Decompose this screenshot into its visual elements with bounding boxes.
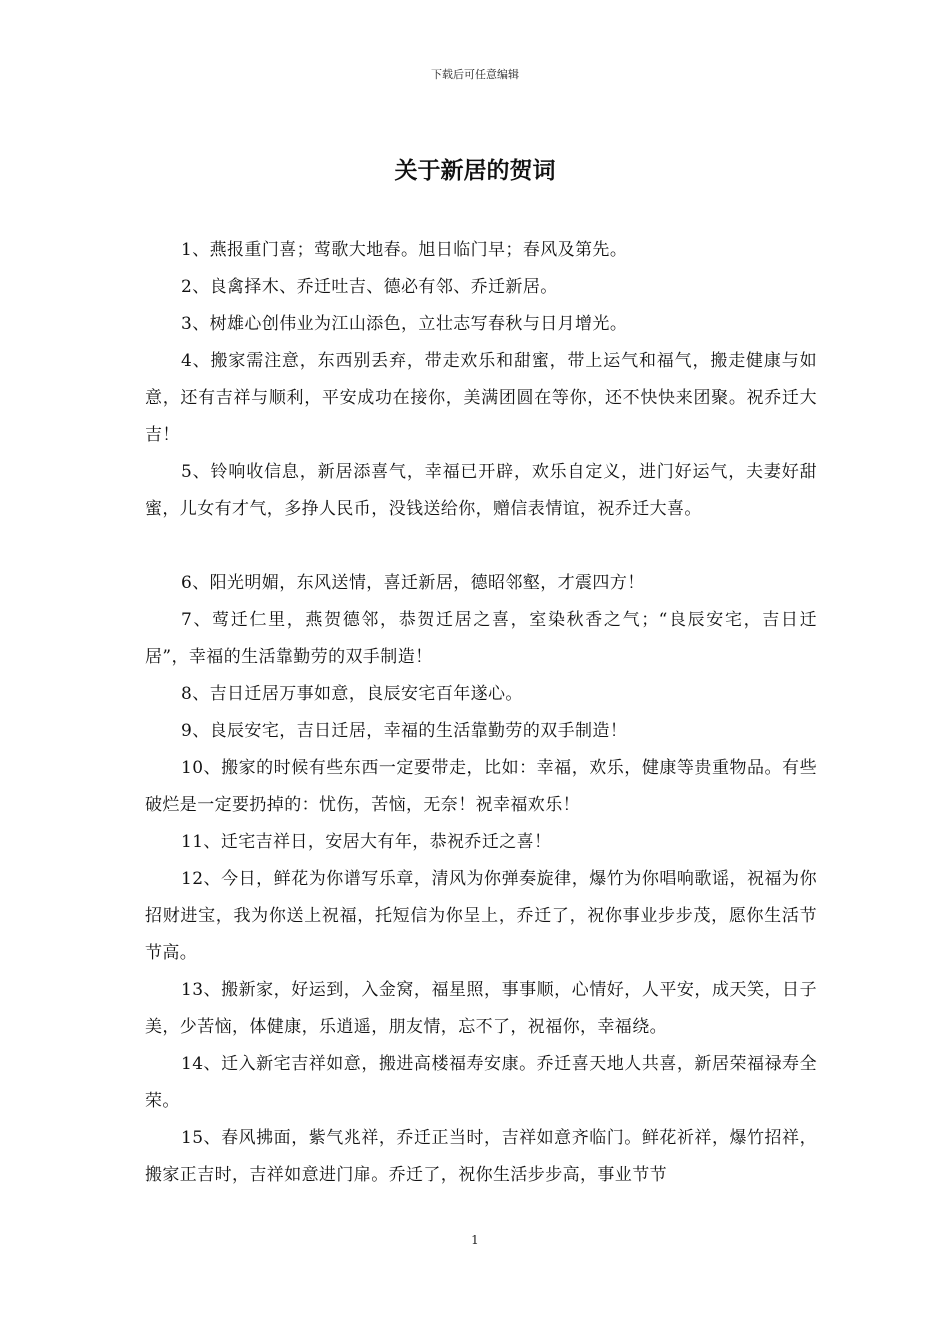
paragraph-2: 2、良禽择木、乔迁吐吉、德必有邻、乔迁新居。	[181, 277, 558, 297]
document-body	[145, 232, 817, 1194]
page-number: 1	[471, 1233, 479, 1247]
paragraph-1: 1、燕报重门喜；莺歌大地春。旭日临门早；春风及第先。	[181, 240, 628, 260]
paragraph-9: 9、良辰安宅，吉日迁居，幸福的生活靠勤劳的双手制造！	[181, 721, 628, 741]
paragraph-7: 7、莺迁仁里，燕贺德邻，恭贺迁居之喜，室染秋香之气；“良辰安宅，吉日迁居”，幸福的生活靠勤劳的双手制造！	[145, 610, 817, 667]
header-note: 下载后可任意编辑	[431, 68, 519, 81]
document-title: 关于新居的贺词	[394, 157, 556, 184]
paragraph-14: 14、迁入新宅吉祥如意，搬进高楼福寿安康。乔迁喜天地人共喜，新居荣福禄寿全荣。	[145, 1054, 817, 1111]
paragraph-12: 12、今日，鲜花为你谱写乐章，清风为你弹奏旋律，爆竹为你唱响歌谣，祝福为你招财进宝，我为你送上祝福，托短信为你呈上，乔迁了，祝你事业步步茂，愿你生活节节高。	[145, 869, 817, 963]
paragraph-3: 3、树雄心创伟业为江山添色，立壮志写春秋与日月增光。	[181, 314, 628, 334]
paragraph-4: 4、搬家需注意，东西别丢弃，带走欢乐和甜蜜，带上运气和福气，搬走健康与如意，还有吉祥与顺利，平安成功在接你，美满团圆在等你，还不快快来团聚。祝乔迁大吉！	[145, 351, 817, 445]
paragraph-15: 15、春风拂面，紫气兆祥，乔迁正当时，吉祥如意齐临门。鲜花祈祥，爆竹招祥，搬家正吉时，吉祥如意进门扉。乔迁了，祝你生活步步高，事业节节	[145, 1128, 817, 1185]
paragraph-11: 11、迁宅吉祥日，安居大有年，恭祝乔迁之喜！	[181, 832, 552, 852]
paragraph-10: 10、搬家的时候有些东西一定要带走，比如：幸福，欢乐，健康等贵重物品。有些破烂是一定要扔掉的：忧伤，苦恼，无奈！祝幸福欢乐！	[145, 758, 817, 815]
paragraph-6: 6、阳光明媚，东风送情，喜迁新居，德昭邻壑，才震四方！	[181, 573, 645, 593]
paragraph-5: 5、铃响收信息，新居添喜气，幸福已开辟，欢乐自定义，进门好运气，夫妻好甜蜜，儿女有才气，多挣人民币，没钱送给你，赠信表情谊，祝乔迁大喜。	[145, 462, 817, 519]
paragraph-8: 8、吉日迁居万事如意，良辰安宅百年遂心。	[181, 684, 523, 704]
paragraph-13: 13、搬新家，好运到，入金窝，福星照，事事顺，心情好，人平安，成天笑，日子美，少苦恼，体健康，乐逍遥，朋友情，忘不了，祝福你，幸福绕。	[145, 980, 817, 1037]
